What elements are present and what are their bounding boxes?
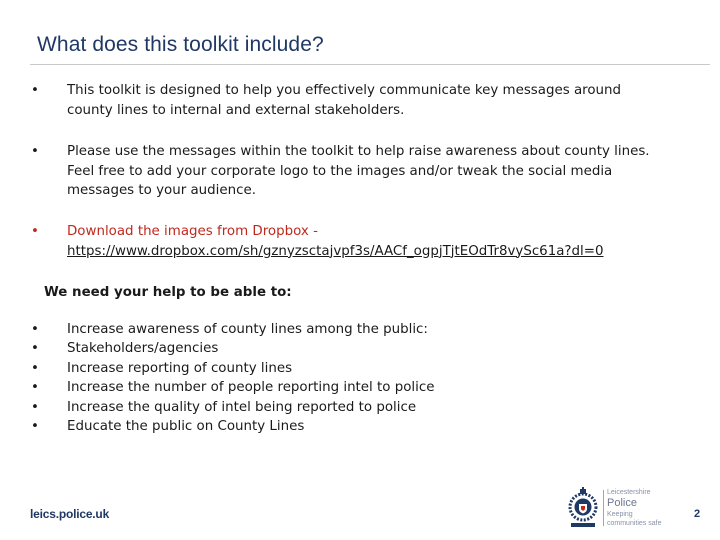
police-crest-icon — [563, 487, 603, 529]
list-item-text: Increase reporting of county lines — [67, 360, 293, 376]
bullet-text: Download the images from Dropbox - — [67, 224, 318, 239]
dropbox-link[interactable]: https://www.dropbox.com/sh/gznyzsctajvpf3s/AACf_ogpjTjtEOdTr8vySc61a?dl=0 — [67, 243, 604, 259]
help-heading: We need your help to be able to: — [44, 285, 292, 300]
title-divider — [30, 64, 710, 65]
bullet-text: Please use the messages within the toolkit to help raise awareness about county lines. Feel free to add your corporate logo to the images and/or tweak the social media messages to your audience. — [67, 144, 650, 198]
police-logo-text — [607, 488, 669, 528]
bullet-marker: • — [31, 418, 39, 434]
bullet-download-images — [31, 222, 651, 261]
bullet-text: This toolkit is designed to help you effectively communicate key messages around county lines to internal and external stakeholders. — [67, 83, 622, 118]
list-item — [31, 417, 434, 436]
list-item — [31, 359, 434, 378]
logo-county: Leicestershire — [607, 489, 651, 496]
bullet-toolkit-purpose — [31, 81, 651, 120]
list-item-text: Increase the number of people reporting intel to police — [67, 380, 435, 396]
list-item-text: Educate the public on County Lines — [67, 418, 305, 434]
list-item — [31, 320, 434, 339]
logo-police: Police — [607, 497, 637, 509]
bullet-marker: • — [31, 83, 39, 98]
footer-website: leics.police.uk — [30, 507, 110, 521]
bullet-marker: • — [31, 341, 39, 357]
list-item-text: Increase awareness of county lines among the public: — [67, 322, 428, 337]
logo-tagline: Keeping communities safe — [607, 511, 662, 527]
list-item — [31, 378, 434, 397]
bullet-marker: • — [31, 322, 39, 337]
list-item-text: Stakeholders/agencies — [67, 341, 219, 357]
bullet-marker: • — [31, 360, 39, 376]
bullet-marker: • — [31, 399, 39, 415]
bullet-marker: • — [31, 380, 39, 396]
list-item-text: Increase the quality of intel being reported to police — [67, 399, 417, 415]
list-item — [31, 339, 434, 358]
logo-divider — [603, 490, 604, 526]
bullet-marker: • — [31, 144, 39, 159]
bullet-text-block — [67, 222, 651, 261]
slide-title: What does this toolkit include? — [37, 33, 324, 56]
bullet-use-messages — [31, 142, 651, 201]
bullet-marker: • — [31, 224, 39, 239]
page-number: 2 — [694, 508, 701, 520]
list-item — [31, 398, 434, 417]
help-list — [31, 320, 434, 436]
